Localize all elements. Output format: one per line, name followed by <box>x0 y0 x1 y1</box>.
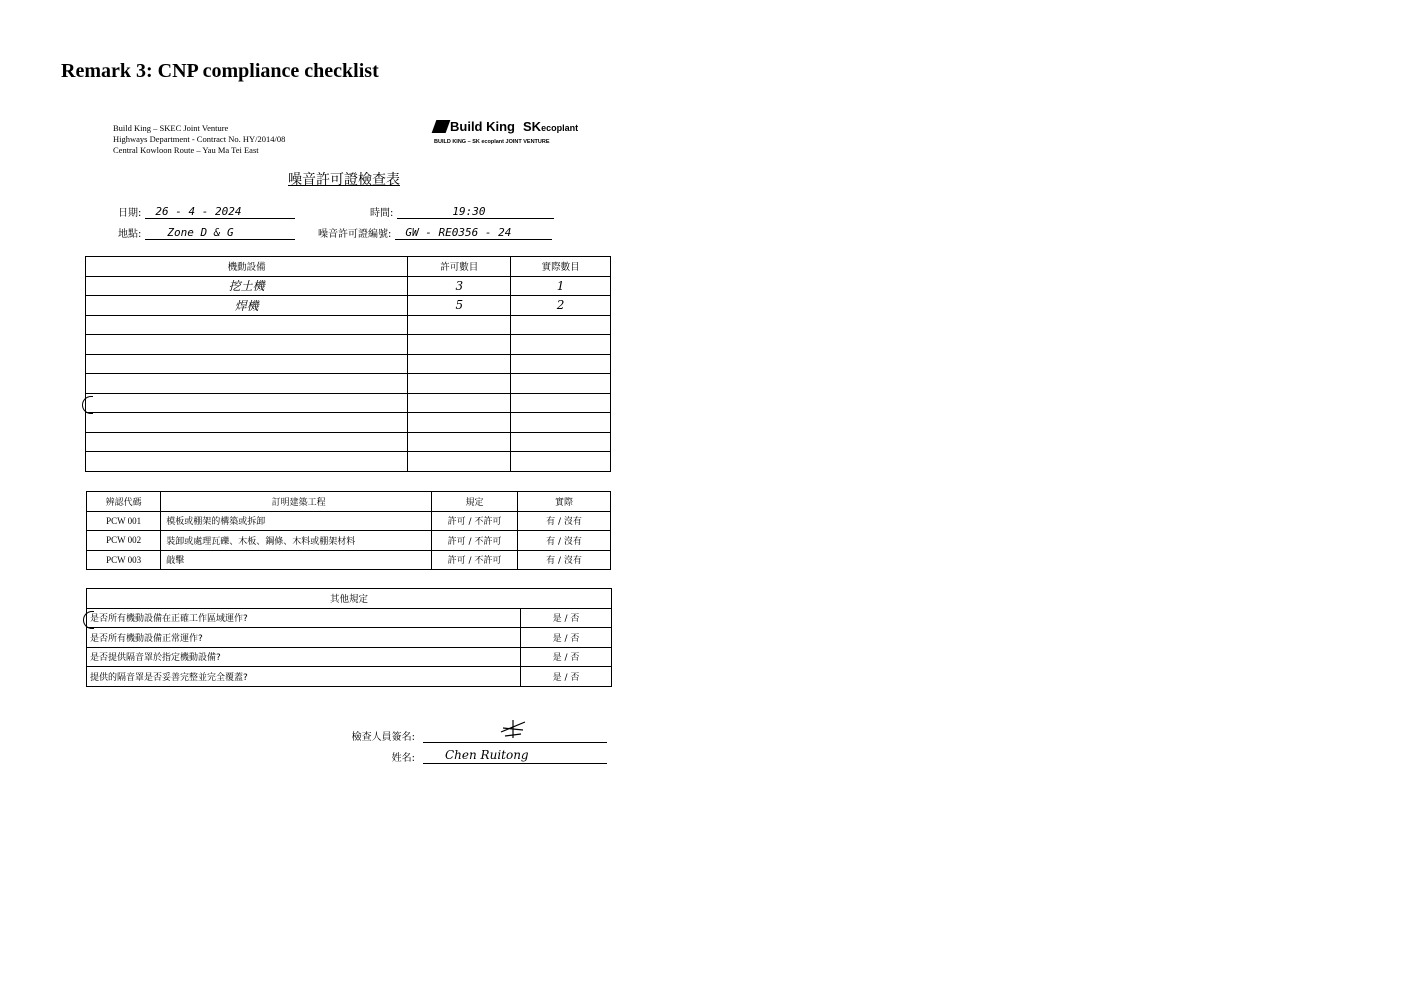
rule-cell: 許可 / 不許可 <box>432 550 518 570</box>
equipment-header: 機動設備 <box>86 257 408 277</box>
actual-cell: 有 / 沒有 <box>518 511 611 531</box>
other-requirements-table <box>86 588 612 687</box>
equipment-cell <box>86 374 408 394</box>
actual-count-cell <box>511 452 611 472</box>
table-row <box>86 393 611 413</box>
permitted-count-cell <box>408 413 511 433</box>
table-row <box>86 296 611 316</box>
permitted-count-cell <box>408 335 511 355</box>
actual-count-cell <box>511 315 611 335</box>
actual-count-cell: 1 <box>511 276 611 296</box>
table-row <box>87 608 612 628</box>
signature-line <box>423 724 607 743</box>
company-logo <box>434 119 579 151</box>
name-line <box>423 745 607 764</box>
inspector-signature-row <box>345 724 607 743</box>
table-row <box>86 432 611 452</box>
actual-count-cell <box>511 354 611 374</box>
permitted-count-cell: 3 <box>408 276 511 296</box>
permit-label: 噪音許可證編號: <box>318 229 392 240</box>
logo-sk-text: SK <box>523 119 542 134</box>
signature-scribble-icon <box>493 718 533 740</box>
pcw-table <box>86 491 611 570</box>
actual-cell: 有 / 沒有 <box>518 531 611 551</box>
other-requirements-header: 其他規定 <box>87 589 612 609</box>
time-label: 時間: <box>370 208 394 219</box>
equipment-table <box>85 256 611 472</box>
equipment-cell <box>86 315 408 335</box>
location-field <box>118 225 295 240</box>
permit-field <box>318 225 552 240</box>
remark-title: Remark 3: CNP compliance checklist <box>61 60 379 82</box>
date-label: 日期: <box>118 208 142 219</box>
code-cell: PCW 002 <box>87 531 161 551</box>
equipment-cell: 焊機 <box>86 296 408 316</box>
permitted-count-header: 許可數目 <box>408 257 511 277</box>
date-field <box>118 204 295 219</box>
code-cell: PCW 003 <box>87 550 161 570</box>
answer-cell: 是 / 否 <box>521 667 612 687</box>
date-value: 26 - 4 - 2024 <box>155 205 242 218</box>
actual-count-cell <box>511 393 611 413</box>
work-cell: 裝卸或處理瓦礫、木板、鋼條、木料或棚架材料 <box>161 531 432 551</box>
answer-cell: 是 / 否 <box>521 647 612 667</box>
location-value: Zone D & G <box>167 226 234 239</box>
actual-count-cell <box>511 413 611 433</box>
rule-header: 規定 <box>432 492 518 512</box>
equipment-cell <box>86 393 408 413</box>
contract-header <box>113 123 285 156</box>
table-row <box>86 452 611 472</box>
equipment-cell <box>86 354 408 374</box>
rule-cell: 許可 / 不許可 <box>432 511 518 531</box>
permitted-count-cell <box>408 354 511 374</box>
actual-cell: 有 / 沒有 <box>518 550 611 570</box>
actual-count-cell <box>511 335 611 355</box>
permitted-count-cell: 5 <box>408 296 511 316</box>
permitted-count-cell <box>408 374 511 394</box>
question-cell: 提供的隔音罩是否妥善完整並完全覆蓋? <box>87 667 521 687</box>
scan-bracket-mark <box>83 611 94 629</box>
table-row <box>86 413 611 433</box>
question-cell: 是否提供隔音罩於指定機動設備? <box>87 647 521 667</box>
logo-subtitle: BUILD KING – SK ecoplant JOINT VENTURE <box>434 139 550 145</box>
table-row <box>86 315 611 335</box>
name-label: 姓名: <box>391 753 415 764</box>
actual-count-header: 實際數目 <box>511 257 611 277</box>
answer-cell: 是 / 否 <box>521 608 612 628</box>
scan-bracket-mark <box>82 396 93 414</box>
location-label: 地點: <box>118 229 142 240</box>
form-title: 噪音許可證檢查表 <box>288 172 400 188</box>
table-row <box>86 335 611 355</box>
actual-count-cell: 2 <box>511 296 611 316</box>
work-cell: 模板或棚架的構築或拆卸 <box>161 511 432 531</box>
equipment-cell: 挖土機 <box>86 276 408 296</box>
logo-eco-text: ecoplant <box>541 123 579 133</box>
table-row <box>87 647 612 667</box>
signature-label: 檢查人員簽名: <box>351 732 415 743</box>
actual-count-cell <box>511 432 611 452</box>
rule-cell: 許可 / 不許可 <box>432 531 518 551</box>
header-line-3: Central Kowloon Route – Yau Ma Tei East <box>113 145 259 155</box>
permit-value: GW - RE0356 - 24 <box>405 226 512 239</box>
header-line-2: Highways Department - Contract No. HY/2014/08 <box>113 134 286 144</box>
table-row <box>87 667 612 687</box>
work-cell: 敲擊 <box>161 550 432 570</box>
question-cell: 是否所有機動設備正常運作? <box>87 628 521 648</box>
actual-count-cell <box>511 374 611 394</box>
permitted-count-cell <box>408 432 511 452</box>
table-row <box>87 550 611 570</box>
code-cell: PCW 001 <box>87 511 161 531</box>
code-header: 辨認代碼 <box>87 492 161 512</box>
logo-mark-icon <box>432 120 451 133</box>
permitted-count-cell <box>408 315 511 335</box>
table-row <box>87 531 611 551</box>
permitted-count-cell <box>408 452 511 472</box>
inspector-name: Chen Ruitong <box>445 748 529 762</box>
actual-header: 實際 <box>518 492 611 512</box>
header-line-1: Build King – SKEC Joint Venture <box>113 123 229 133</box>
logo-main-text: Build King <box>450 119 515 134</box>
permitted-count-cell <box>408 393 511 413</box>
time-value: 19:30 <box>452 205 486 218</box>
question-cell: 是否所有機動設備在正確工作區域運作? <box>87 608 521 628</box>
table-row <box>87 628 612 648</box>
inspector-name-row <box>345 745 607 764</box>
equipment-cell <box>86 413 408 433</box>
work-header: 訂明建築工程 <box>161 492 432 512</box>
time-field <box>370 204 554 219</box>
equipment-cell <box>86 335 408 355</box>
equipment-cell <box>86 452 408 472</box>
answer-cell: 是 / 否 <box>521 628 612 648</box>
table-row <box>86 276 611 296</box>
equipment-cell <box>86 432 408 452</box>
table-row <box>87 511 611 531</box>
table-row <box>86 354 611 374</box>
table-row <box>86 374 611 394</box>
